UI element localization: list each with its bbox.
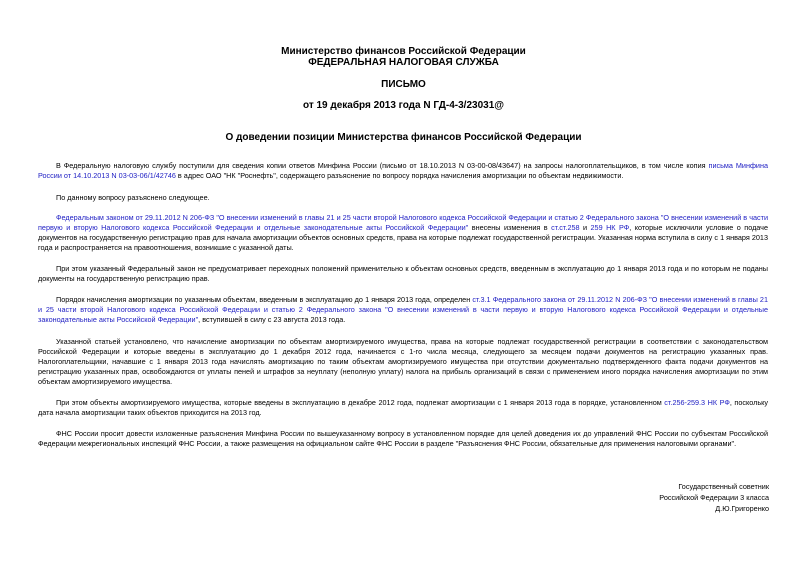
paragraph-2 bbox=[38, 193, 768, 203]
article-3-1-law-206-link[interactable]: ст.3.1 Федерального закона от 29.11.2012 N 206-ФЗ "О внесении изменений в главы 21 и 25 части второй Налогового кодекса Российской Федерации и статью 2 Федерального закона "О внесении изменений в части первую и вторую Налогового кодекса Российской Федерации и отдельные законодательные акты Российской Федерации" bbox=[38, 295, 768, 324]
service-title: ФЕДЕРАЛЬНАЯ НАЛОГОВАЯ СЛУЖБА bbox=[308, 57, 499, 68]
paragraph-4-text: При этом указанный Федеральный закон не предусматривает переходных положений применительно к объектам основных средств, введенным в эксплуатацию до 1 января 2013 года и по которым не поданы документы на государственную регистрацию прав. bbox=[38, 264, 768, 283]
signature-class: Российской Федерации 3 класса bbox=[659, 493, 769, 502]
federal-law-206-link[interactable]: Федеральным законом от 29.11.2012 N 206-ФЗ "О внесении изменений в главы 21 и 25 части второй Налогового кодекса Российской Федерации и статью 2 Федерального закона "О внесении изменений в части первую и вторую Налогового кодекса Российской Федерации и отдельные законодательные акты Российской Федерации" bbox=[38, 213, 768, 232]
paragraph-6-text: Указанной статьей установлено, что начисление амортизации по объектам амортизируемого имущества, права на которые подлежат государственной регистрации в соответствии с законодательством Российской Федерации и которые введены в эксплуатацию до 1 декабря 2012 года, начинается с 1-го числа месяца, следующего за месяцем подачи документов на регистрацию указанных прав. Налогоплательщики, начавшие с 1 января 2013 года начислять амортизацию по таким объектам амортизируемого имущества при отсутствии документально подтвержденного факта подачи документов на регистрацию указанных прав, освобождаются от уплаты пеней и штрафов за неуплату (неполную уплату) налога на прибыль организаций в связи с применением иного порядка начисления амортизации по этим объектам амортизируемого имущества. bbox=[38, 337, 768, 386]
article-259-link[interactable]: 259 НК РФ bbox=[590, 223, 630, 232]
paragraph-1-text-a: В Федеральную налоговую службу поступили для сведения копии ответов Минфина России (письмо от 18.10.2013 N 03-00-08/43647) на запросы налогоплательщиков, в том числе копия bbox=[56, 161, 709, 170]
paragraph-8 bbox=[38, 429, 768, 449]
paragraph-1-text-b: в адрес ОАО "НК "Роснефть", содержащего разъяснение по вопросу порядка начисления амортизации по объектам недвижимости. bbox=[175, 171, 624, 180]
minfin-letter-link[interactable]: письма Минфина России от 14.10.2013 N 03-03-06/1/42746 bbox=[38, 161, 768, 180]
paragraph-7-text-a: При этом объекты амортизируемого имущества, которые введены в эксплуатацию в декабре 2012 года, подлежат амортизации с 1 января 2013 года в порядке, установленном bbox=[56, 398, 665, 407]
paragraph-8-text: ФНС России просит довести изложенные разъяснения Минфина России по вышеуказанному вопросу в установленном порядке для целей доведения их до управлений ФНС России по субъектам Российской Федерации межрегиональных инспекций ФНС России, а также размещения на официальном сайте ФНС России в разделе "Разъяснения ФНС России, обязательные для применения налоговыми органами". bbox=[38, 429, 768, 448]
paragraph-3-text-b: и bbox=[579, 223, 591, 232]
signature-name: Д.Ю.Григоренко bbox=[715, 504, 769, 513]
paragraph-3-text-a: внесены изменения в bbox=[468, 223, 552, 232]
paragraph-7 bbox=[38, 398, 768, 418]
article-258-link[interactable]: ст.ст.258 bbox=[551, 223, 580, 232]
paragraph-6 bbox=[38, 337, 768, 387]
paragraph-2-text: По данному вопросу разъяснено следующее. bbox=[56, 193, 210, 202]
signature-rank: Государственный советник bbox=[678, 482, 769, 491]
paragraph-7-text-b: , поскольку дата начала амортизации таких объектов приходится на 2013 год. bbox=[38, 398, 768, 417]
paragraph-5 bbox=[38, 295, 768, 325]
paragraph-3-text-c: , которые исключили условие о подаче документов на государственную регистрацию прав для начала амортизации объектов основных средств, права на которые подлежат государственной регистрации. Указанная норма вступила в силу с 1 января 2013 года и распространяется на правоотношения, возникшие с указанной даты. bbox=[38, 223, 768, 252]
doc-subject: О доведении позиции Министерства финансов Российской Федерации bbox=[225, 132, 582, 143]
signature-block bbox=[569, 481, 769, 514]
paragraph-5-text-b: , вступившей в силу с 23 августа 2013 года. bbox=[198, 315, 346, 324]
paragraph-3 bbox=[38, 213, 768, 253]
article-256-259-3-link[interactable]: ст.256-259.3 НК РФ bbox=[664, 398, 730, 407]
paragraph-1 bbox=[38, 161, 768, 181]
doc-date-number: от 19 декабря 2013 года N ГД-4-3/23031@ bbox=[302, 100, 505, 111]
doc-type: ПИСЬМО bbox=[381, 79, 426, 90]
ministry-title: Министерство финансов Российской Федерации bbox=[281, 46, 526, 57]
paragraph-5-text-a: Порядок начисления амортизации по указанным объектам, введенным в эксплуатацию до 1 января 2013 года, определен bbox=[56, 295, 473, 304]
paragraph-4 bbox=[38, 264, 768, 284]
